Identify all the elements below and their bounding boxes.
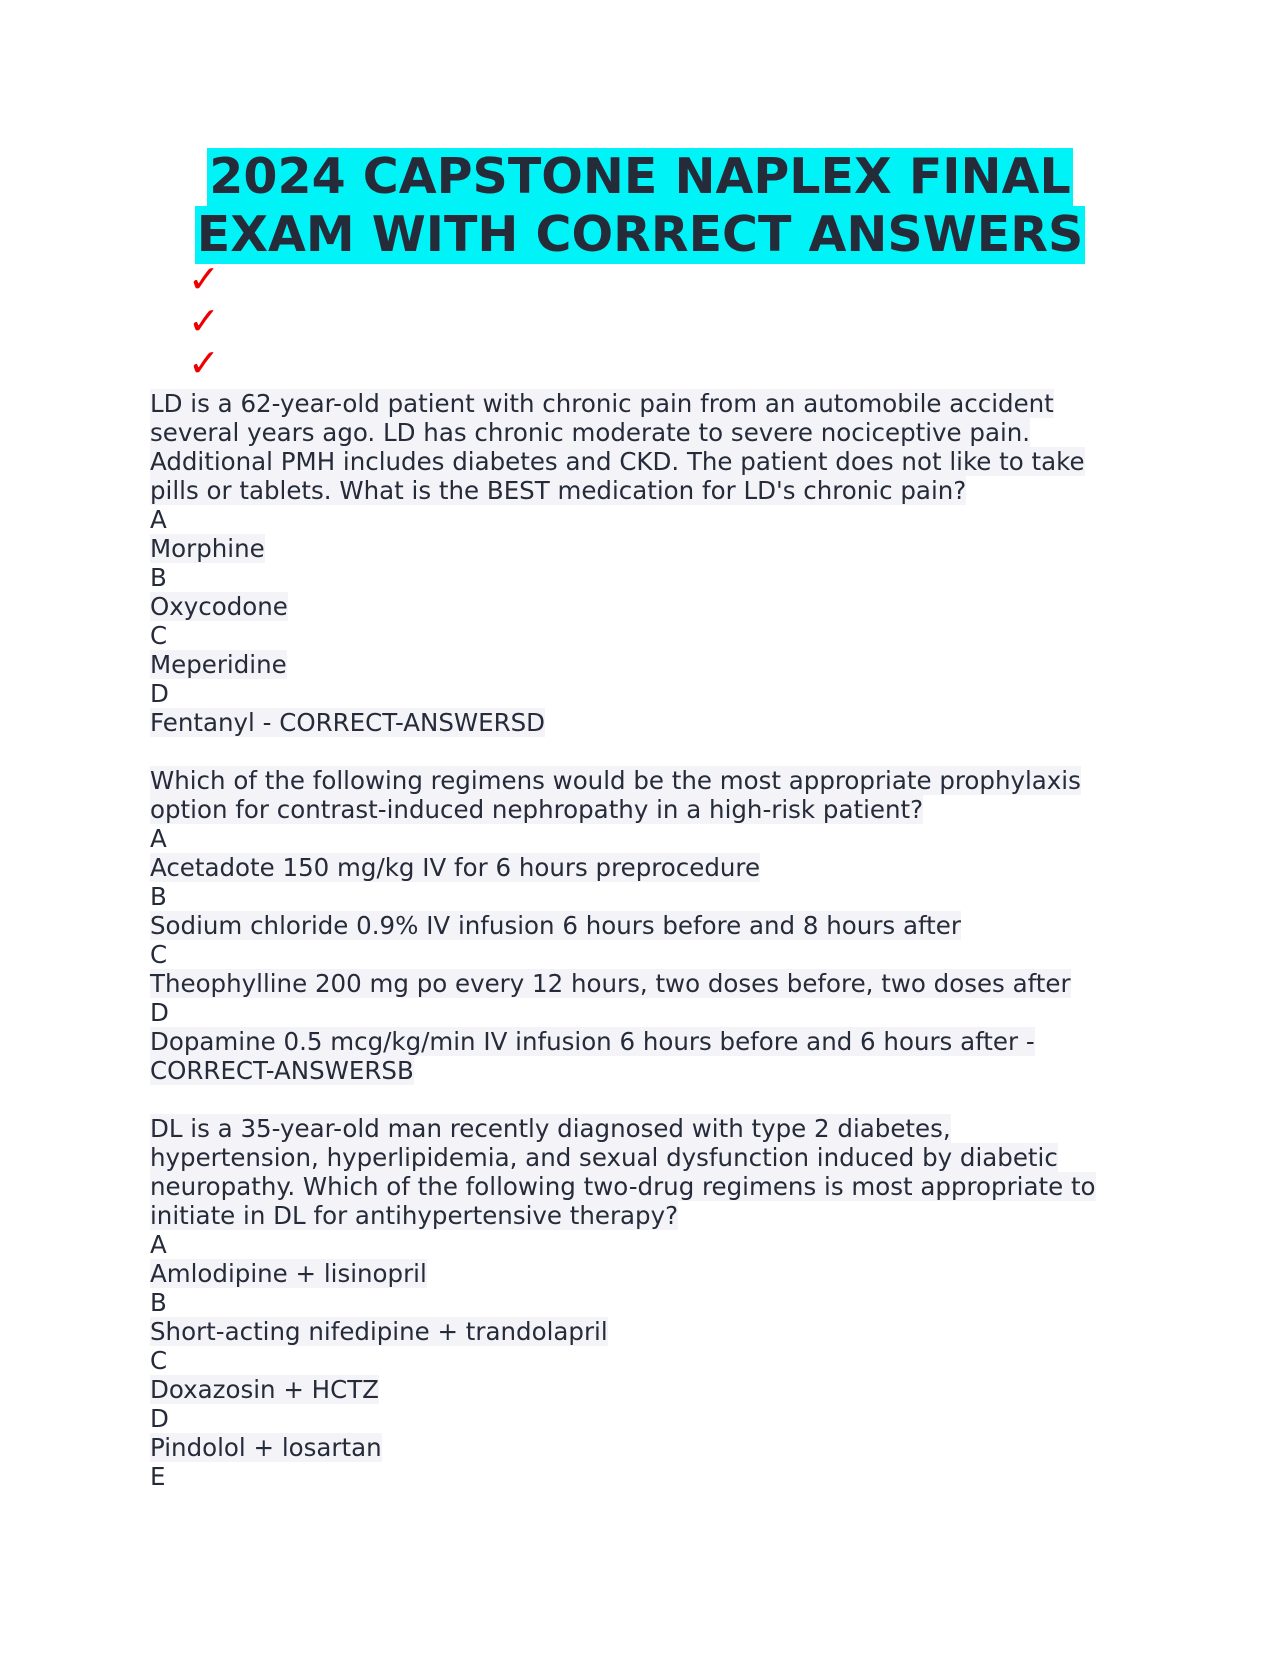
- option-text: Morphine: [150, 534, 265, 563]
- option-letter: D: [150, 1404, 169, 1433]
- stem-line: Additional PMH includes diabetes and CKD. The patient does not like to take: [150, 447, 1085, 476]
- spacer: [150, 1085, 1150, 1114]
- question-stem: [150, 389, 1150, 505]
- option-letter: A: [150, 1230, 167, 1259]
- stem-line: Which of the following regimens would be the most appropriate prophylaxis: [150, 766, 1081, 795]
- stem-line: DL is a 35-year-old man recently diagnosed with type 2 diabetes,: [150, 1114, 951, 1143]
- question-3: [150, 1114, 1150, 1491]
- option-letter: B: [150, 563, 167, 592]
- option-letter: D: [150, 998, 169, 1027]
- option-letter: A: [150, 505, 167, 534]
- document-title: [150, 148, 1130, 264]
- question-stem: [150, 766, 1150, 824]
- option-letter: C: [150, 1346, 168, 1375]
- stem-line: hypertension, hyperlipidemia, and sexual dysfunction induced by diabetic: [150, 1143, 1058, 1172]
- option-letter: E: [150, 1462, 166, 1491]
- stem-line: neuropathy. Which of the following two-drug regimens is most appropriate to: [150, 1172, 1096, 1201]
- question-1: [150, 389, 1150, 737]
- questions-content: [150, 389, 1150, 1491]
- stem-line: initiate in DL for antihypertensive therapy?: [150, 1201, 679, 1230]
- option-text: Acetadote 150 mg/kg IV for 6 hours preprocedure: [150, 853, 761, 882]
- option-text: Theophylline 200 mg po every 12 hours, two doses before, two doses after: [150, 969, 1071, 998]
- option-letter: C: [150, 940, 168, 969]
- option-letter: B: [150, 882, 167, 911]
- option-letter: D: [150, 679, 169, 708]
- spacer: [150, 737, 1150, 766]
- option-letter: B: [150, 1288, 167, 1317]
- checkmark-icon: ✓: [188, 257, 220, 301]
- stem-line: pills or tablets. What is the BEST medication for LD's chronic pain?: [150, 476, 967, 505]
- checkmark-icon: ✓: [188, 299, 220, 343]
- option-text-answer: Fentanyl - CORRECT-ANSWERSD: [150, 708, 546, 737]
- stem-line: LD is a 62-year-old patient with chronic pain from an automobile accident: [150, 389, 1054, 418]
- option-letter: C: [150, 621, 168, 650]
- title-line-2: EXAM WITH CORRECT ANSWERS: [196, 206, 1084, 263]
- option-text: Sodium chloride 0.9% IV infusion 6 hours before and 8 hours after: [150, 911, 961, 940]
- option-text: Amlodipine + lisinopril: [150, 1259, 427, 1288]
- option-text: Dopamine 0.5 mcg/kg/min IV infusion 6 hours before and 6 hours after -: [150, 1027, 1035, 1056]
- checkmark-group: [188, 258, 248, 384]
- option-text-answer: CORRECT-ANSWERSB: [150, 1056, 414, 1085]
- option-text: Meperidine: [150, 650, 287, 679]
- option-text: Pindolol + losartan: [150, 1433, 382, 1462]
- title-line-1: 2024 CAPSTONE NAPLEX FINAL: [209, 148, 1071, 205]
- stem-line: several years ago. LD has chronic moderate to severe nociceptive pain.: [150, 418, 1031, 447]
- question-2: [150, 766, 1150, 1085]
- question-stem: [150, 1114, 1150, 1230]
- option-text: Doxazosin + HCTZ: [150, 1375, 379, 1404]
- option-letter: A: [150, 824, 167, 853]
- option-text: Oxycodone: [150, 592, 288, 621]
- stem-line: option for contrast-induced nephropathy in a high-risk patient?: [150, 795, 924, 824]
- checkmark-icon: ✓: [188, 341, 220, 385]
- option-text: Short-acting nifedipine + trandolapril: [150, 1317, 608, 1346]
